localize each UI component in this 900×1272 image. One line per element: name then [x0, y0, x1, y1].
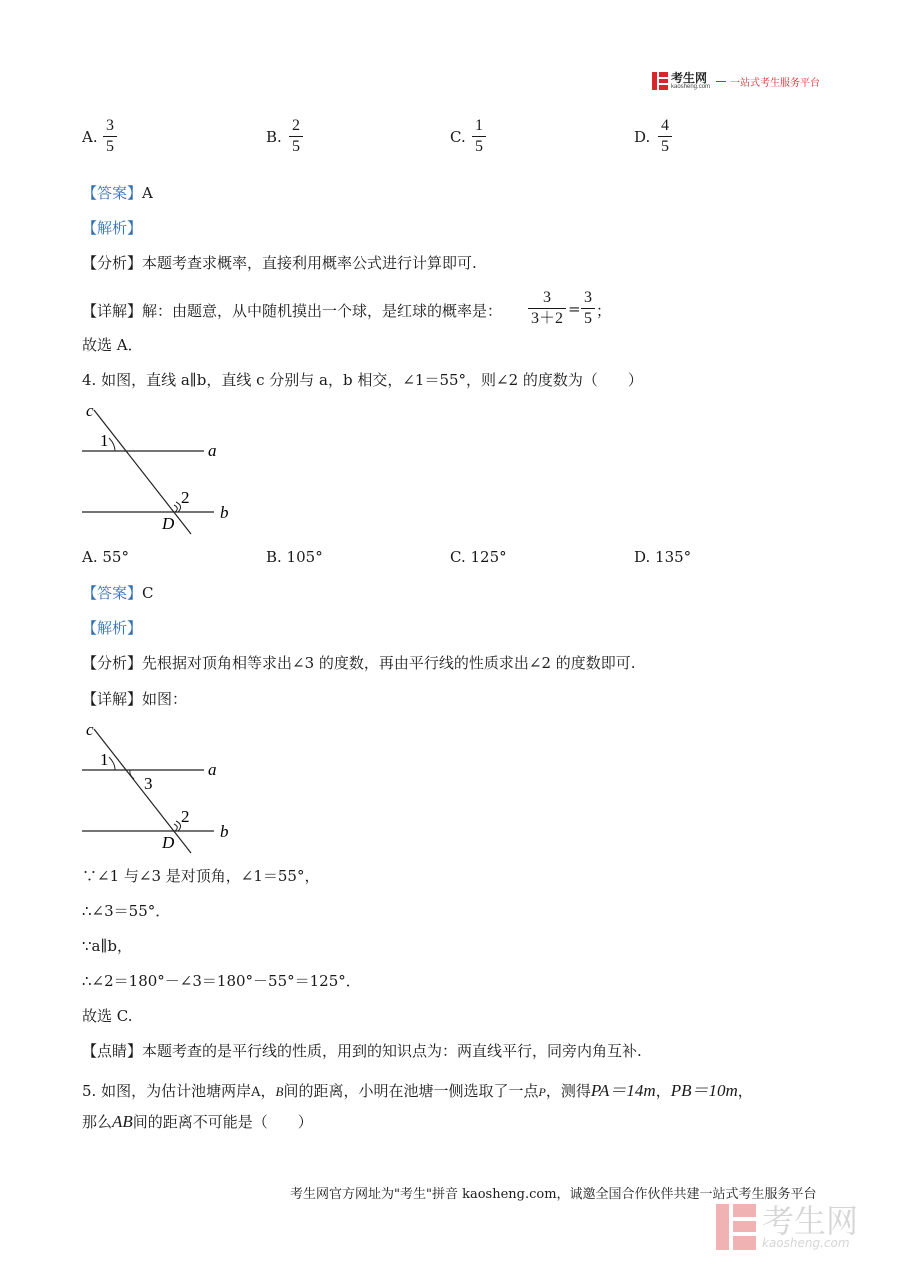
label-1: 1	[100, 431, 109, 450]
angle-3-arc	[130, 770, 134, 779]
watermark-logo-icon	[716, 1204, 756, 1250]
label-c: c	[86, 720, 94, 739]
kaosheng-logo-icon	[652, 72, 668, 90]
footer-watermark	[716, 1204, 858, 1250]
q4-conclusion: 故选 C.	[82, 1007, 133, 1025]
q5-stem-line-1: 5. 如图，为估计池塘两岸A，B间的距离，小明在池塘一侧选取了一点P，测得PA＝14m，PB＝10m，	[82, 1081, 753, 1100]
q4-xiangjie: 【详解】如图：	[82, 690, 188, 708]
q4-option-d: D. 135°	[634, 548, 692, 566]
q4-step-2: ∴∠3＝55°．	[82, 902, 171, 920]
label-c: c	[86, 401, 94, 420]
q4-answer: 【答案】C	[82, 584, 154, 602]
fraction: 4 5	[658, 116, 672, 157]
q4-step-1: ∵∠1 与∠3 是对顶角，∠1＝55°，	[82, 867, 320, 885]
q4-solution-figure	[78, 717, 258, 857]
line-c	[94, 410, 191, 534]
label-2: 2	[181, 807, 190, 826]
label-a: a	[208, 760, 217, 779]
q4-fenxi: 【分析】先根据对顶角相等求出∠3 的度数，再由平行线的性质求出∠2 的度数即可.	[82, 654, 636, 672]
q4-option-b: B. 105°	[266, 548, 323, 566]
q5-stem-line-2: 那么AB间的距离不可能是（ ）	[82, 1112, 313, 1131]
footer-text: 考生网官方网址为"考生"拼音 kaosheng.com，诚邀全国合作伙伴共建一站式考生服务平台	[290, 1187, 817, 1202]
label-b: b	[220, 503, 229, 522]
q4-figure	[78, 398, 258, 538]
angle-1-arc	[109, 757, 115, 770]
q3-analysis-tag: 【解析】	[82, 219, 143, 237]
label-d: D	[162, 514, 175, 533]
q4-step-4: ∴∠2＝180°－∠3＝180°－55°＝125°．	[82, 972, 361, 990]
label-1: 1	[100, 750, 109, 769]
label-d: D	[162, 833, 175, 852]
angle-2-arc-inner	[174, 505, 177, 512]
q4-step-3: ∵a∥b，	[82, 937, 133, 955]
logo-subtext: kaosheng.com	[671, 84, 711, 90]
q3-answer: 【答案】A	[82, 184, 153, 202]
fraction: 3 5	[103, 116, 117, 157]
line-c	[94, 729, 191, 853]
q4-stem: 4. 如图，直线 a∥b，直线 c 分别与 a，b 相交，∠1＝55°，则∠2 的度数为（ ）	[82, 371, 643, 389]
q4-option-a: A. 55°	[82, 548, 129, 566]
fraction: 3 3＋2	[528, 288, 566, 329]
fraction: 1 5	[472, 116, 486, 157]
q4-dianjing: 【点睛】本题考查的是平行线的性质，用到的知识点为：两直线平行，同旁内角互补.	[82, 1042, 642, 1060]
label-3: 3	[144, 774, 153, 793]
logo-text: 考生网	[671, 71, 708, 85]
angle-1-arc	[109, 438, 115, 451]
watermark-text: 考生网	[762, 1202, 859, 1240]
fraction: 2 5	[289, 116, 303, 157]
fraction: 3 5	[581, 288, 595, 329]
header-logo	[652, 72, 820, 90]
watermark-subtext: kaosheng.com	[762, 1236, 850, 1250]
q3-fenxi: 【分析】本题考查求概率，直接利用概率公式进行计算即可.	[82, 254, 477, 272]
logo-slogan: 一站式考生服务平台	[730, 77, 821, 89]
label-a: a	[208, 441, 217, 460]
q4-option-c: C. 125°	[450, 548, 507, 566]
q3-conclusion: 故选 A．	[82, 336, 143, 354]
q4-analysis-tag: 【解析】	[82, 619, 143, 637]
label-b: b	[220, 822, 229, 841]
label-2: 2	[181, 488, 190, 507]
angle-2-arc-inner	[174, 824, 177, 831]
